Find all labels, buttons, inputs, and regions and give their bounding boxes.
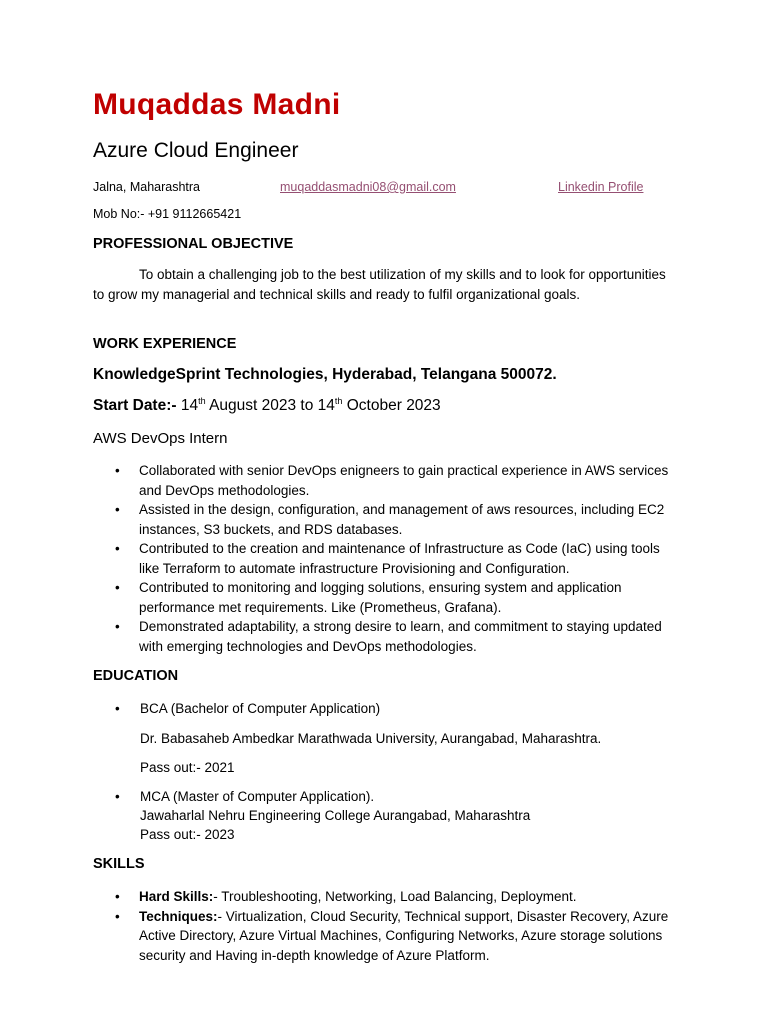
job-title: Azure Cloud Engineer <box>93 139 299 162</box>
mca-bullet-icon: • <box>115 789 120 804</box>
bullet-icon: • <box>115 463 120 478</box>
experience-bullets <box>93 461 679 656</box>
skills-list <box>93 887 679 965</box>
techniques-label: Techniques: <box>139 908 218 924</box>
skills-heading: SKILLS <box>93 856 145 872</box>
role-title: AWS DevOps Intern <box>93 430 228 447</box>
list-item <box>93 500 679 539</box>
list-item <box>93 461 679 500</box>
objective-text <box>93 265 678 304</box>
email-link[interactable]: muqaddasmadni08@gmail.com <box>280 180 456 194</box>
education-heading: EDUCATION <box>93 668 179 684</box>
bca-passout: Pass out:- 2021 <box>140 760 235 775</box>
techniques-text: - Virtualization, Cloud Security, Technical support, Disaster Recovery, Azure Active Directory, Azure Virtual Machines, Configuring Networks, Azure storage solutions security and Having in-depth knowledge of Azure Platform. <box>139 908 669 963</box>
list-item <box>93 539 679 578</box>
mca-college: Jawaharlal Nehru Engineering College Aurangabad, Maharashtra <box>140 808 531 823</box>
list-item <box>93 887 679 907</box>
start-rest: August 2023 to <box>209 397 314 414</box>
experience-heading: WORK EXPERIENCE <box>93 336 237 352</box>
hard-skills-label: Hard Skills: <box>139 889 214 904</box>
end-rest: October 2023 <box>346 397 441 414</box>
objective-body: To obtain a challenging job to the best utilization of my skills and to look for opportunities to grow my managerial and technical skills and ready to fulfil organizational goals. <box>93 267 666 302</box>
bullet-text: Assisted in the design, configuration, and management of aws resources, including EC2 instances, S3 buckets, and RDS databases. <box>139 502 665 537</box>
start-date-line <box>93 397 441 415</box>
company-line: KnowledgeSprint Technologies, Hyderabad, Telangana 500072. <box>93 366 557 383</box>
bullet-text: Contributed to monitoring and logging solutions, ensuring system and application performance met requirements. Like (Prometheus, Grafana). <box>139 580 622 615</box>
start-day: 14 <box>180 397 199 414</box>
candidate-name: Muqaddas Madni <box>93 88 341 121</box>
list-item <box>93 617 679 656</box>
bullet-icon: • <box>115 502 120 517</box>
objective-heading: PROFESSIONAL OBJECTIVE <box>93 236 294 252</box>
end-day-suffix: th <box>334 395 343 406</box>
bca-degree: BCA (Bachelor of Computer Application) <box>140 701 381 716</box>
list-item <box>93 907 679 966</box>
bullet-text: Contributed to the creation and maintenance of Infrastructure as Code (IaC) using tools like Terraform to automate infrastructure Provisioning and Configuration. <box>139 541 660 576</box>
mca-degree: MCA (Master of Computer Application). <box>140 789 375 804</box>
bullet-icon: • <box>115 908 120 924</box>
bca-bullet-icon: • <box>115 701 120 716</box>
bullet-icon: • <box>115 619 120 634</box>
bullet-text: Collaborated with senior DevOps enigneers to gain practical experience in AWS services and DevOps methodologies. <box>139 463 669 498</box>
linkedin-link[interactable]: Linkedin Profile <box>558 180 644 194</box>
mca-passout: Pass out:- 2023 <box>140 827 235 842</box>
list-item <box>93 578 679 617</box>
bullet-icon: • <box>115 541 120 556</box>
start-date-label: Start Date:- <box>93 397 177 414</box>
start-day-suffix: th <box>198 395 206 406</box>
hard-skills-text: - Troubleshooting, Networking, Load Balancing, Deployment. <box>213 889 577 904</box>
location: Jalna, Maharashtra <box>93 180 201 194</box>
bullet-icon: • <box>115 580 120 595</box>
end-day: 14 <box>317 397 335 414</box>
bullet-icon: • <box>115 889 120 904</box>
bca-university: Dr. Babasaheb Ambedkar Marathwada University, Aurangabad, Maharashtra. <box>140 731 602 746</box>
bullet-text: Demonstrated adaptability, a strong desire to learn, and commitment to staying updated with emerging technologies and DevOps methodologies. <box>139 619 662 654</box>
mobile-number: Mob No:- +91 9112665421 <box>93 207 242 221</box>
